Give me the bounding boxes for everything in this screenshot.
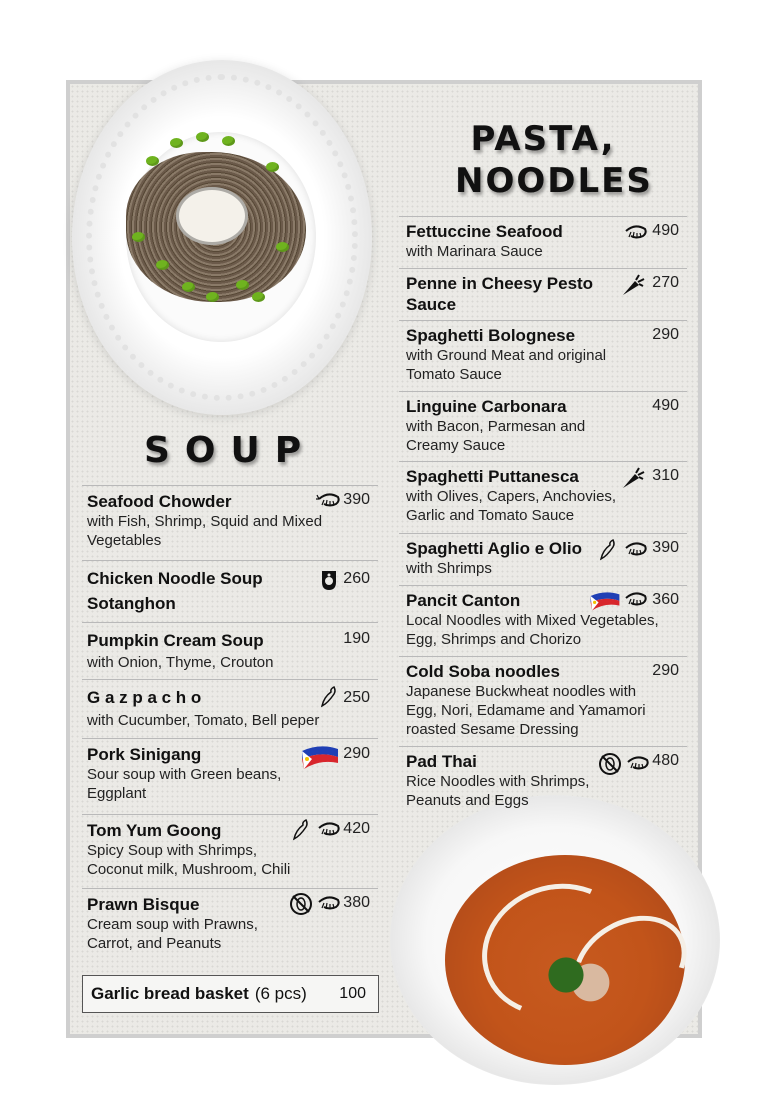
pasta-item-pad-thai: Pad Thai Rice Noodles with Shrimps, Peanuts and Eggs 480 [399,746,687,816]
carrot-icon [619,466,645,490]
pasta-noodles-heading: PASTA, NOODLES [455,119,653,201]
chili-icon [595,538,621,562]
carrot-icon [619,273,645,297]
pasta-item-fettuccine-seafood: Fettuccine Seafood with Marinara Sauce 490 [399,216,687,268]
pasta-item-spaghetti-puttanesca: Spaghetti Puttanesca with Olives, Capers, Anchovies, Garlic and Tomato Sauce 310 [399,461,687,533]
shrimp-icon [316,489,342,513]
shrimp-icon [623,588,649,612]
pasta-item-linguine-carbonara: Linguine Carbonara with Bacon, Parmesan and Creamy Sauce 490 [399,391,687,461]
soup-item-tom-yum-goong: Tom Yum Goong Spicy Soup with Shrimps, Coconut milk, Mushroom, Chili 420 [82,814,378,888]
pasta-item-pancit-canton: Pancit Canton Local Noodles with Mixed Vegetables, Egg, Shrimps and Chorizo 360 [399,585,687,656]
shrimp-icon [623,538,649,562]
philippines-flag-icon [589,588,621,612]
garlic-bread-basket: Garlic bread basket (6 pcs) 100 [82,975,379,1013]
pasta-item-penne-pesto: Penne in Cheesy Pesto Sauce 270 [399,268,687,320]
soup-item-chicken-noodle: Chicken Noodle Soup Sotanghon 260 [82,560,378,622]
chili-icon [288,818,314,842]
soup-item-prawn-bisque: Prawn Bisque Cream soup with Prawns, Carrot, and Peanuts 380 [82,888,378,968]
philippines-flag-icon [300,741,340,771]
soup-heading: SOUP [144,430,317,471]
chili-icon [316,685,342,709]
shrimp-icon [625,752,651,776]
nut-icon [288,892,314,916]
soup-item-pumpkin-cream: Pumpkin Cream Soup with Onion, Thyme, Crouton 190 [82,622,378,679]
soup-item-pork-sinigang: Pork Sinigang Sour soup with Green beans, Eggplant 290 [82,738,378,814]
soba-noodles-photo [72,60,372,415]
nut-icon [597,752,623,776]
soup-item-gazpacho: G a z p a c h o with Cucumber, Tomato, Bell peper 250 [82,679,378,738]
bisque-soup-photo [390,795,720,1085]
shrimp-icon [316,892,342,916]
pasta-item-aglio-olio: Spaghetti Aglio e Olio with Shrimps 390 [399,533,687,585]
shrimp-icon [623,221,649,245]
pasta-item-cold-soba: Cold Soba noodles Japanese Buckwheat noodles with Egg, Nori, Edamame and Yamamori roasted Sesame Dressing 290 [399,656,687,746]
chicken-icon [316,568,342,592]
shrimp-icon [316,818,342,842]
soup-item-seafood-chowder: Seafood Chowder with Fish, Shrimp, Squid and Mixed Vegetables 390 [82,485,378,560]
pasta-item-spaghetti-bolognese: Spaghetti Bolognese with Ground Meat and original Tomato Sauce 290 [399,320,687,391]
